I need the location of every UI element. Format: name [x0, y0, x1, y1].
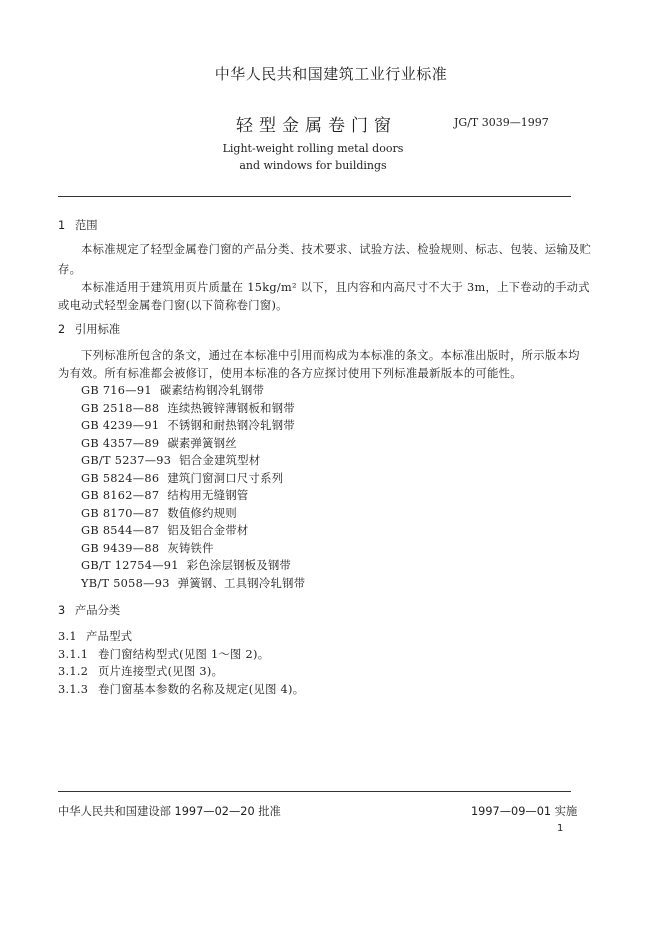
standard-code: JG/T 3039—1997	[454, 116, 549, 129]
clause-text: 卷门窗结构型式(见图 1～图 2)。	[98, 647, 270, 661]
section-number: 2	[58, 323, 66, 336]
section-title: 范围	[75, 219, 98, 232]
reference-name: 碳素弹簧钢丝	[167, 436, 237, 450]
footer-divider	[58, 791, 571, 792]
reference-name: 铝及铝合金带材	[167, 524, 249, 537]
english-title-line-1: Light-weight rolling metal doors	[222, 142, 404, 155]
document-title: 轻型金属卷门窗	[236, 116, 397, 136]
approval-line: 中华人民共和国建设部 1997—02—20 批准	[58, 805, 281, 818]
scope-paragraph-2-line-2: 或电动式轻型金属卷门窗(以下简称卷门窗)。	[58, 299, 288, 312]
reference-item	[81, 522, 249, 538]
reference-name: 碳素结构钢冷轧钢带	[159, 384, 265, 397]
title-divider	[58, 196, 571, 197]
reference-item	[81, 400, 295, 416]
section-2-heading	[58, 321, 120, 337]
reference-code: YB/T 5058—93	[81, 576, 170, 590]
reference-item	[81, 435, 237, 451]
scope-paragraph-1-line-1: 本标准规定了轻型金属卷门窗的产品分类、技术要求、试验方法、检验规则、标志、包装、运输及贮	[81, 243, 592, 256]
reference-code: GB 8544—87	[81, 524, 160, 537]
reference-code: GB 9439—88	[81, 541, 160, 555]
references-intro-line-2: 为有效。所有标准都会被修订，使用本标准的各方应探讨使用下列标准最新版本的可能性。	[58, 367, 522, 380]
classification-item	[58, 628, 132, 644]
reference-code: GB/T 5237—93	[81, 454, 172, 467]
reference-name: 灰铸铁件	[167, 541, 214, 555]
section-number: 3	[58, 604, 66, 617]
section-1-heading	[58, 217, 98, 233]
clause-number: 3.1.2	[58, 665, 89, 678]
reference-code: GB 2518—88	[81, 401, 160, 415]
clause-text: 产品型式	[86, 630, 133, 643]
reference-code: GB 716—91	[81, 384, 152, 397]
scope-paragraph-2-line-1: 本标准适用于建筑用页片质量在 15kg/m² 以下，且内容和内高尺寸不大于 3m，上下卷动的手动式	[81, 281, 590, 294]
reference-code: GB 8162—87	[81, 489, 160, 502]
reference-code: GB 8170—87	[81, 506, 160, 520]
standard-category-header: 中华人民共和国建筑工业行业标准	[214, 65, 448, 83]
reference-item	[81, 417, 295, 433]
reference-item	[81, 382, 264, 398]
reference-item	[81, 575, 305, 591]
reference-name: 数值修约规则	[167, 506, 237, 520]
classification-item	[58, 646, 269, 662]
section-3-heading	[58, 602, 120, 618]
clause-number: 3.1.1	[58, 647, 89, 661]
clause-text: 卷门窗基本参数的名称及规定(见图 4)。	[98, 682, 305, 696]
reference-name: 建筑门窗洞口尺寸系列	[167, 471, 284, 485]
reference-item	[81, 487, 249, 503]
section-title: 产品分类	[75, 604, 121, 617]
reference-name: 铝合金建筑型材	[179, 454, 261, 467]
scope-paragraph-1-line-2: 存。	[58, 263, 82, 276]
reference-name: 连续热镀锌薄钢板和钢带	[167, 401, 295, 415]
references-intro-line-1: 下列标准所包含的条文，通过在本标准中引用而构成为本标准的条文。本标准出版时，所示版本均	[81, 349, 580, 362]
reference-code: GB/T 12754—91	[81, 559, 179, 572]
reference-name: 结构用无缝钢管	[167, 489, 249, 502]
reference-name: 弹簧钢、工具钢冷轧钢带	[177, 576, 306, 590]
reference-item	[81, 452, 260, 468]
effective-date: 1997—09—01 实施	[471, 805, 578, 818]
reference-item	[81, 557, 291, 573]
clause-text: 页片连接型式(见图 3)。	[98, 665, 224, 678]
section-title: 引用标准	[75, 323, 121, 336]
clause-number: 3.1.3	[58, 682, 89, 696]
classification-item	[58, 681, 304, 697]
clause-number: 3.1	[58, 630, 77, 643]
reference-item	[81, 505, 237, 521]
reference-code: GB 4357—89	[81, 436, 160, 450]
reference-item	[81, 540, 214, 556]
reference-name: 不锈钢和耐热钢冷轧钢带	[167, 419, 295, 432]
page-number: 1	[557, 823, 564, 834]
reference-code: GB 5824—86	[81, 471, 160, 485]
reference-item	[81, 470, 283, 486]
classification-item	[58, 663, 223, 679]
reference-name: 彩色涂层钢板及钢带	[186, 559, 292, 572]
reference-code: GB 4239—91	[81, 419, 160, 432]
english-title-line-2: and windows for buildings	[239, 159, 387, 172]
section-number: 1	[58, 219, 66, 232]
